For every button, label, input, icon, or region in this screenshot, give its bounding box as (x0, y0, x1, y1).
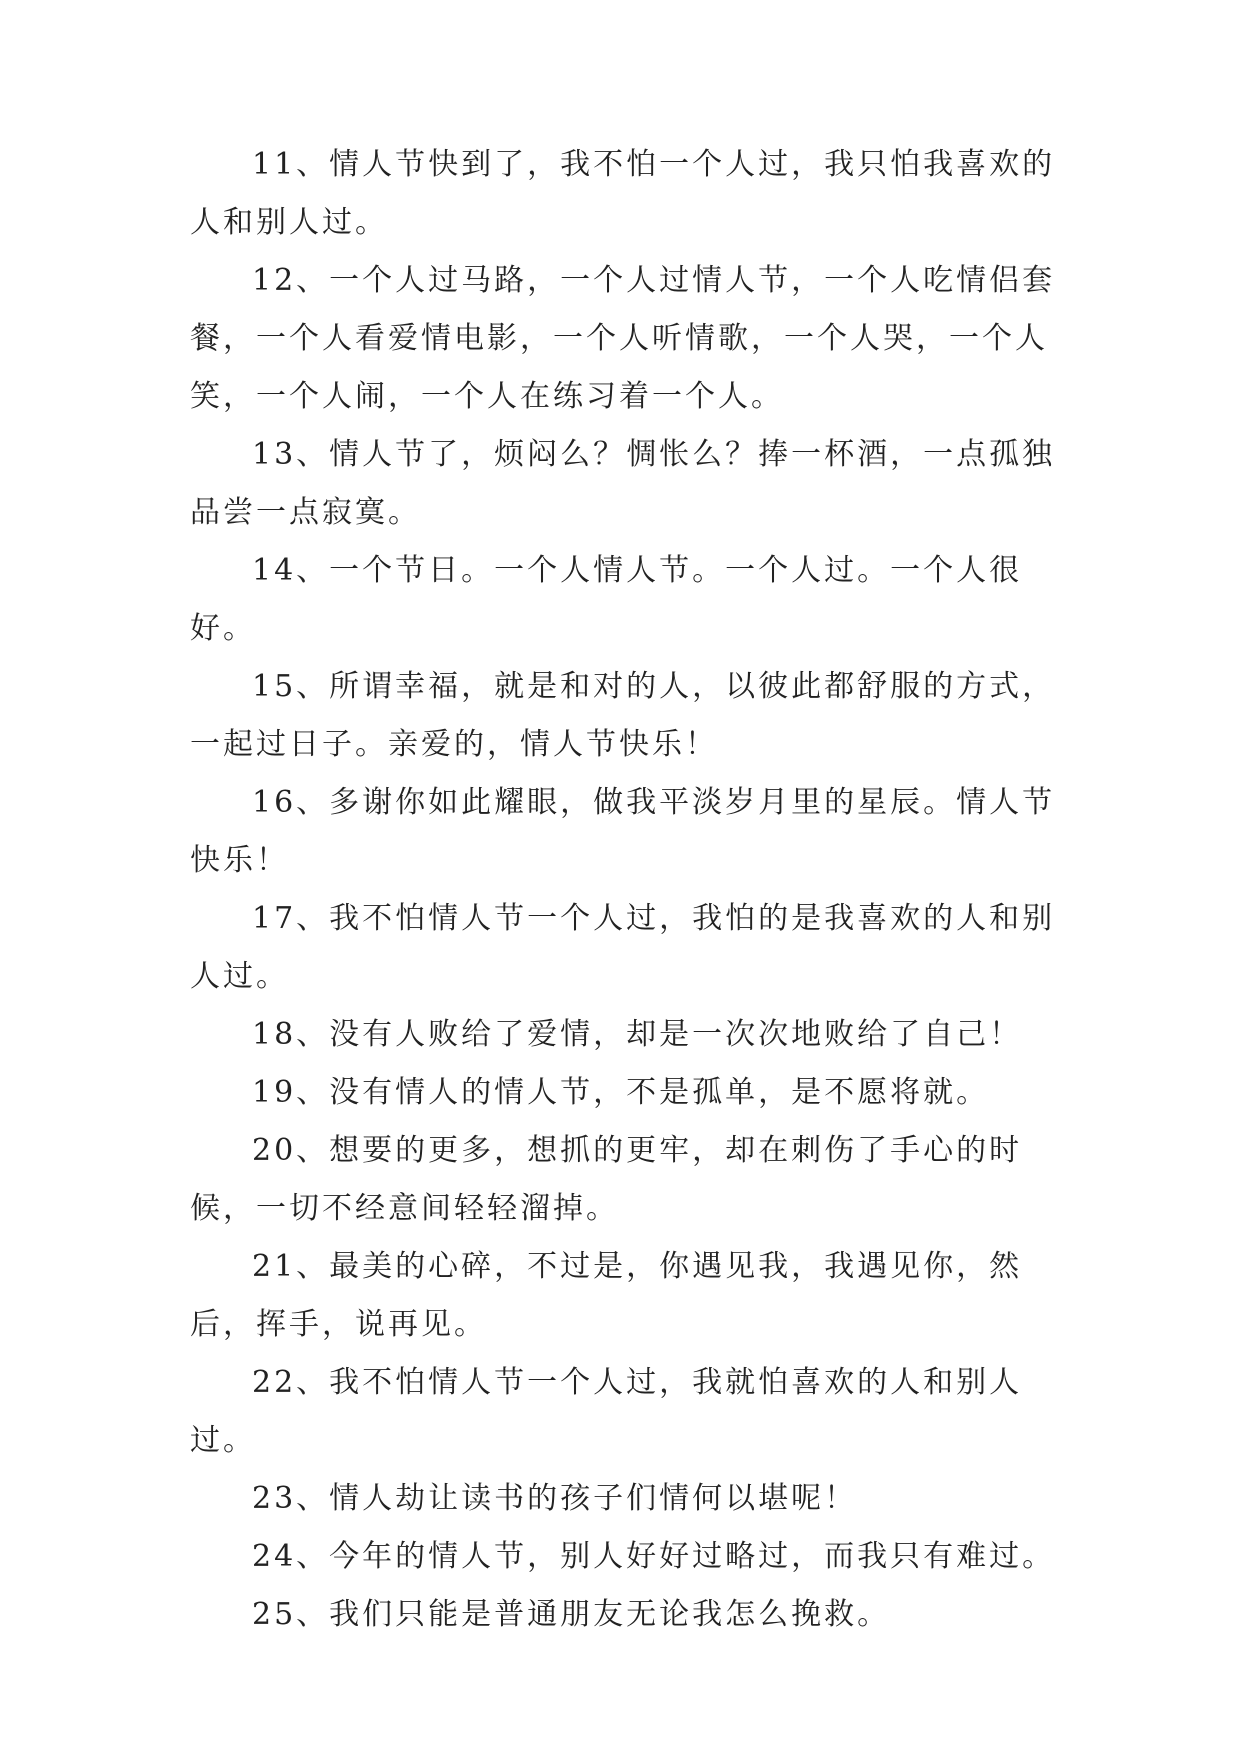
paragraph-15: 15、所谓幸福，就是和对的人，以彼此都舒服的方式，一起过日子。亲爱的，情人节快乐！ (190, 669, 1056, 762)
paragraph-23: 23、情人劫让读书的孩子们情何以堪呢！ (252, 1481, 858, 1516)
paragraph-19: 19、没有情人的情人节，不是孤单，是不愿将就。 (252, 1075, 990, 1110)
paragraph-18: 18、没有人败给了爱情，却是一次次地败给了自己！ (252, 1017, 1023, 1052)
paragraph-21: 21、最美的心碎，不过是，你遇见我，我遇见你，然后，挥手，说再见。 (190, 1249, 1023, 1342)
paragraph-13: 13、情人节了，烦闷么？惆怅么？捧一杯酒，一点孤独品尝一点寂寞。 (190, 437, 1056, 530)
paragraph-12: 12、一个人过马路，一个人过情人节，一个人吃情侣套餐，一个人看爱情电影，一个人听情歌，一个人哭，一个人笑，一个人闹，一个人在练习着一个人。 (190, 263, 1056, 414)
paragraph-25: 25、我们只能是普通朋友无论我怎么挽救。 (252, 1597, 891, 1632)
paragraph-14: 14、一个节日。一个人情人节。一个人过。一个人很好。 (190, 553, 1023, 646)
paragraph-22: 22、我不怕情人节一个人过，我就怕喜欢的人和别人过。 (190, 1365, 1023, 1458)
paragraph-20: 20、想要的更多，想抓的更牢，却在刺伤了手心的时候，一切不经意间轻轻溜掉。 (190, 1133, 1023, 1226)
paragraph-17: 17、我不怕情人节一个人过，我怕的是我喜欢的人和别人过。 (190, 901, 1056, 994)
paragraph-16: 16、多谢你如此耀眼，做我平淡岁月里的星辰。情人节快乐！ (190, 785, 1056, 878)
paragraph-24: 24、今年的情人节，别人好好过略过，而我只有难过。 (252, 1539, 1056, 1574)
document-page (190, 0, 1060, 1644)
paragraph-11: 11、情人节快到了，我不怕一个人过，我只怕我喜欢的人和别人过。 (190, 147, 1056, 240)
